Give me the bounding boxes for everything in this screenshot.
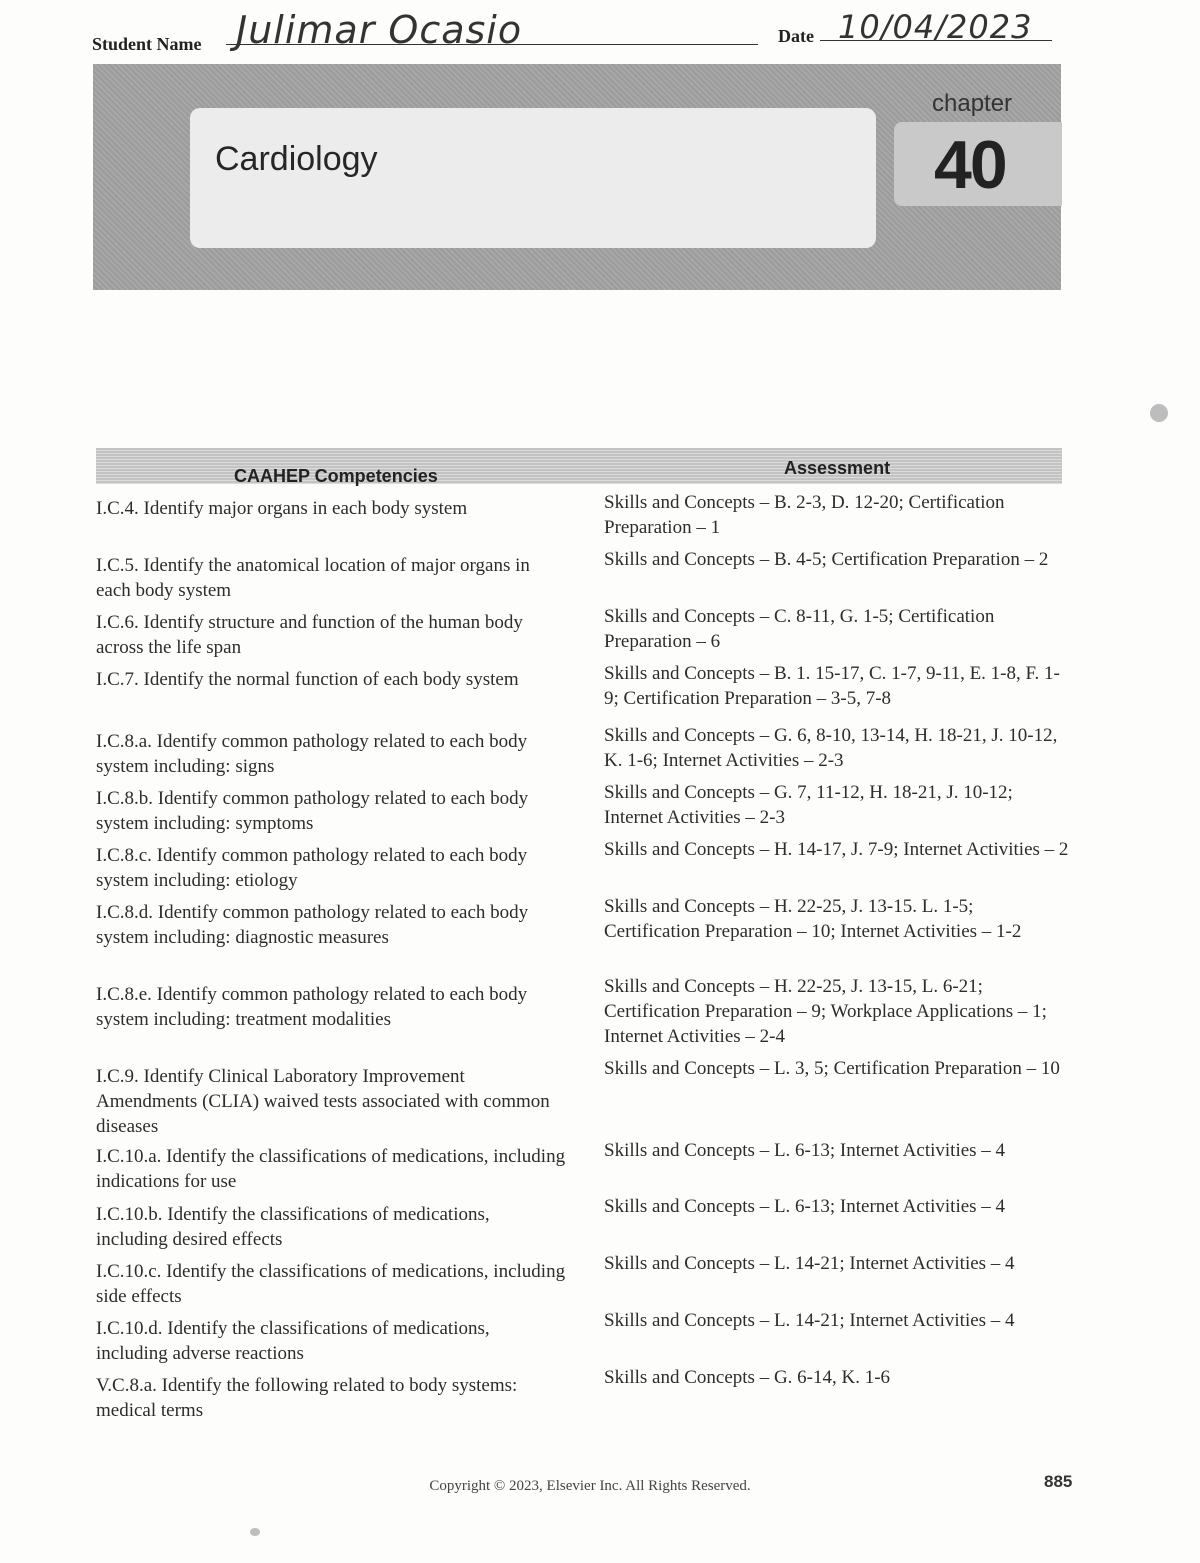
- assessment-cell: Skills and Concepts – L. 6-13; Internet Activities – 4: [604, 1196, 1006, 1217]
- assessment-cell: Skills and Concepts – B. 2-3, D. 12-20; Certification Preparation – 1: [604, 492, 1005, 538]
- date-label: Date: [778, 26, 814, 46]
- chapter-title: Cardiology: [215, 140, 378, 178]
- assessment-cell: Skills and Concepts – G. 6-14, K. 1-6: [604, 1367, 891, 1388]
- assessment-cell: Skills and Concepts – C. 8-11, G. 1-5; Certification Preparation – 6: [604, 606, 995, 652]
- chapter-number: 40: [934, 127, 1006, 203]
- competency-cell: I.C.6. Identify structure and function of the human body across the life span: [96, 612, 523, 658]
- assessment-cell: Skills and Concepts – B. 4-5; Certification Preparation – 2: [604, 549, 1049, 570]
- scan-speck: [250, 1528, 260, 1536]
- header-competencies: CAAHEP Competencies: [234, 466, 438, 486]
- competency-cell: I.C.10.c. Identify the classifications of medications, including side effects: [96, 1261, 566, 1307]
- assessment-cell: Skills and Concepts – L. 14-21; Internet Activities – 4: [604, 1253, 1015, 1274]
- competency-cell: V.C.8.a. Identify the following related to body systems: medical terms: [96, 1375, 518, 1421]
- competency-cell: I.C.8.c. Identify common pathology related to each body system including: etiology: [96, 845, 528, 891]
- competency-cell: I.C.8.e. Identify common pathology related to each body system including: treatment modalities: [96, 984, 528, 1030]
- assessment-cell: Skills and Concepts – G. 6, 8-10, 13-14, H. 18-21, J. 10-12, K. 1-6; Internet Activities – 2-3: [604, 725, 1058, 771]
- assessment-cell: Skills and Concepts – L. 14-21; Internet Activities – 4: [604, 1310, 1015, 1331]
- assessment-cell: Skills and Concepts – H. 22-25, J. 13-15. L. 1-5; Certification Preparation – 10; Internet Activities – 1-2: [604, 896, 1022, 942]
- assessment-cell: Skills and Concepts – H. 22-25, J. 13-15, L. 6-21; Certification Preparation – 9; Workplace Applications – 1; Internet Activities – 2-4: [604, 976, 1047, 1047]
- competency-cell: I.C.5. Identify the anatomical location of major organs in each body system: [96, 555, 530, 601]
- competency-cell: I.C.8.a. Identify common pathology related to each body system including: signs: [96, 731, 528, 777]
- assessment-cell: Skills and Concepts – G. 7, 11-12, H. 18-21, J. 10-12; Internet Activities – 2-3: [604, 782, 1013, 828]
- scan-speck: [1150, 404, 1168, 422]
- competency-cell: I.C.10.a. Identify the classifications of medications, including indications for use: [96, 1146, 566, 1192]
- assessment-cell: Skills and Concepts – B. 1. 15-17, C. 1-7, 9-11, E. 1-8, F. 1-9; Certification Preparation – 3-5, 7-8: [604, 663, 1060, 709]
- competency-cell: I.C.8.b. Identify common pathology related to each body system including: symptoms: [96, 788, 529, 834]
- competency-cell: I.C.4. Identify major organs in each body system: [96, 498, 468, 519]
- competency-cell: I.C.10.b. Identify the classifications of medications, including desired effects: [96, 1204, 490, 1250]
- header-assessment: Assessment: [784, 458, 891, 478]
- page-number: 885: [1044, 1472, 1073, 1491]
- student-name-value: Julimar Ocasio: [236, 8, 523, 52]
- competency-cell: I.C.7. Identify the normal function of each body system: [96, 669, 519, 690]
- date-value: 10/04/2023: [838, 8, 1033, 46]
- competency-cell: I.C.9. Identify Clinical Laboratory Improvement Amendments (CLIA) waived tests associated with common diseases: [96, 1066, 550, 1137]
- copyright-notice: Copyright © 2023, Elsevier Inc. All Rights Reserved.: [429, 1478, 751, 1494]
- competency-cell: I.C.8.d. Identify common pathology related to each body system including: diagnostic measures: [96, 902, 529, 948]
- chapter-label: chapter: [932, 90, 1013, 117]
- competency-cell: I.C.10.d. Identify the classifications of medications, including adverse reactions: [96, 1318, 490, 1364]
- assessment-cell: Skills and Concepts – L. 3, 5; Certification Preparation – 10: [604, 1058, 1060, 1079]
- assessment-cell: Skills and Concepts – L. 6-13; Internet Activities – 4: [604, 1140, 1006, 1161]
- assessment-cell: Skills and Concepts – H. 14-17, J. 7-9; Internet Activities – 2: [604, 839, 1069, 860]
- student-name-label: Student Name: [92, 34, 202, 54]
